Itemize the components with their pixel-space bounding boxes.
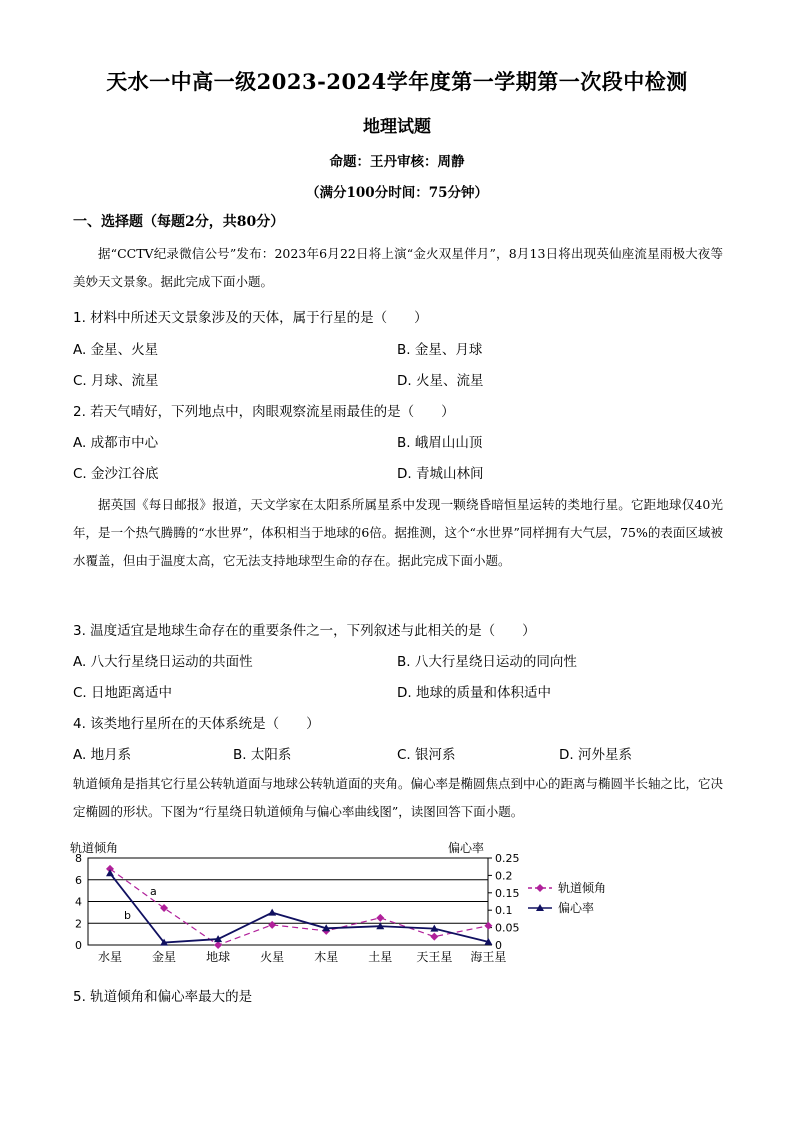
exam-subject: 地理试题 xyxy=(363,117,431,137)
question-2-stem: 2. 若天气晴好，下列地点中，肉眼观察流星雨最佳的是（ ） xyxy=(73,404,455,420)
right-tick-label: 0.1 xyxy=(495,904,513,918)
chart-legend xyxy=(528,880,606,915)
right-axis-title: 偏心率 xyxy=(448,841,485,855)
exam-score-time: （满分100分时间：75分钟） xyxy=(306,185,488,201)
left-tick-label: 8 xyxy=(75,852,82,865)
left-axis-title: 轨道倾角 xyxy=(70,841,119,855)
question-5-stem: 5. 轨道倾角和偏心率最大的是 xyxy=(73,989,253,1005)
q4-option-c: C. 银河系 xyxy=(397,747,456,763)
right-tick-label: 0.25 xyxy=(495,852,520,865)
left-tick-label: 0 xyxy=(75,939,82,952)
question-1-stem: 1. 材料中所述天文景象涉及的天体，属于行星的是（ ） xyxy=(73,310,428,326)
material-3: 轨道倾角是指其它行星公转轨道面与地球公转轨道面的夹角。偏心率是椭圆焦点到中心的距离与椭圆半长轴之比，它决定椭圆的形状。下图为“行星绕日轨道倾角与偏心率曲线图”，读图回答下面小题。 xyxy=(73,776,724,819)
q4-option-d: D. 河外星系 xyxy=(559,747,632,763)
data-point-diamond xyxy=(160,904,168,912)
legend-label-0: 轨道倾角 xyxy=(558,881,607,895)
category-label: 海王星 xyxy=(470,950,507,964)
left-tick-label: 2 xyxy=(75,917,82,931)
question-3-stem: 3. 温度适宜是地球生命存在的重要条件之一，下列叙述与此相关的是（ ） xyxy=(73,623,536,639)
chart-series xyxy=(106,865,492,949)
q1-option-b: B. 金星、月球 xyxy=(397,342,483,358)
exam-title: 天水一中高一级2023-2024学年度第一学期第一次段中检测 xyxy=(106,69,688,94)
legend-marker-diamond xyxy=(536,884,544,892)
annotation-b: b xyxy=(124,908,131,922)
section-heading: 一、选择题（每题2分，共80分） xyxy=(73,214,285,230)
q4-option-b: B. 太阳系 xyxy=(233,747,292,763)
category-label: 土星 xyxy=(368,950,393,964)
category-label: 火星 xyxy=(260,950,285,964)
annotation-a: a xyxy=(150,884,157,898)
q3-option-a: A. 八大行星绕日运动的共面性 xyxy=(73,654,253,670)
category-label: 天王星 xyxy=(416,950,453,964)
q2-option-c: C. 金沙江谷底 xyxy=(73,466,159,482)
legend-label-1: 偏心率 xyxy=(558,901,595,915)
category-label: 水星 xyxy=(97,950,123,964)
exam-authors: 命题：王丹审核：周静 xyxy=(329,154,465,170)
right-tick-label: 0 xyxy=(495,939,502,952)
left-tick-label: 6 xyxy=(75,873,82,887)
q3-option-d: D. 地球的质量和体积适中 xyxy=(397,685,551,701)
category-label: 地球 xyxy=(206,950,231,964)
data-point-diamond xyxy=(430,933,438,941)
right-tick-label: 0.15 xyxy=(495,886,520,900)
data-point-triangle xyxy=(268,909,276,916)
q3-option-b: B. 八大行星绕日运动的同向性 xyxy=(397,654,577,670)
material-2: 据英国《每日邮报》报道，天文学家在太阳系所属星系中发现一颗绕昏暗恒星运转的类地行星。它距地球仅40光年，是一个热气腾腾的“水世界”，体积相当于地球的6倍。据推测，这个“水世界”同样拥有大气层，75%的表面区域被水覆盖，但由于温度太高，它无法支持地球型生命的存在。据此完成下面小题。 xyxy=(73,497,723,568)
q1-option-a: A. 金星、火星 xyxy=(73,342,159,358)
category-label: 金星 xyxy=(152,950,177,964)
q1-option-d: D. 火星、流星 xyxy=(397,373,484,389)
q1-option-c: C. 月球、流星 xyxy=(73,373,159,389)
category-label: 木星 xyxy=(314,950,339,964)
q2-option-b: B. 峨眉山山顶 xyxy=(397,435,483,451)
data-point-diamond xyxy=(268,921,276,929)
chart-grid xyxy=(88,858,488,945)
right-tick-label: 0.2 xyxy=(495,869,513,883)
data-point-diamond xyxy=(214,941,222,949)
material-1: 据“CCTV纪录微信公号”发布：2023年6月22日将上演“金火双星伴月”，8月13日将出现英仙座流星雨极大夜等美妙天文景象。据此完成下面小题。 xyxy=(73,246,723,289)
q3-option-c: C. 日地距离适中 xyxy=(73,685,173,701)
orbit-chart xyxy=(70,838,670,968)
q2-option-d: D. 青城山林间 xyxy=(397,466,484,482)
q2-option-a: A. 成都市中心 xyxy=(73,435,159,451)
left-tick-label: 4 xyxy=(75,895,82,909)
q4-option-a: A. 地月系 xyxy=(73,747,132,763)
question-4-stem: 4. 该类地行星所在的天体系统是（ ） xyxy=(73,716,320,732)
data-point-diamond xyxy=(376,914,384,922)
right-tick-label: 0.05 xyxy=(495,921,520,935)
